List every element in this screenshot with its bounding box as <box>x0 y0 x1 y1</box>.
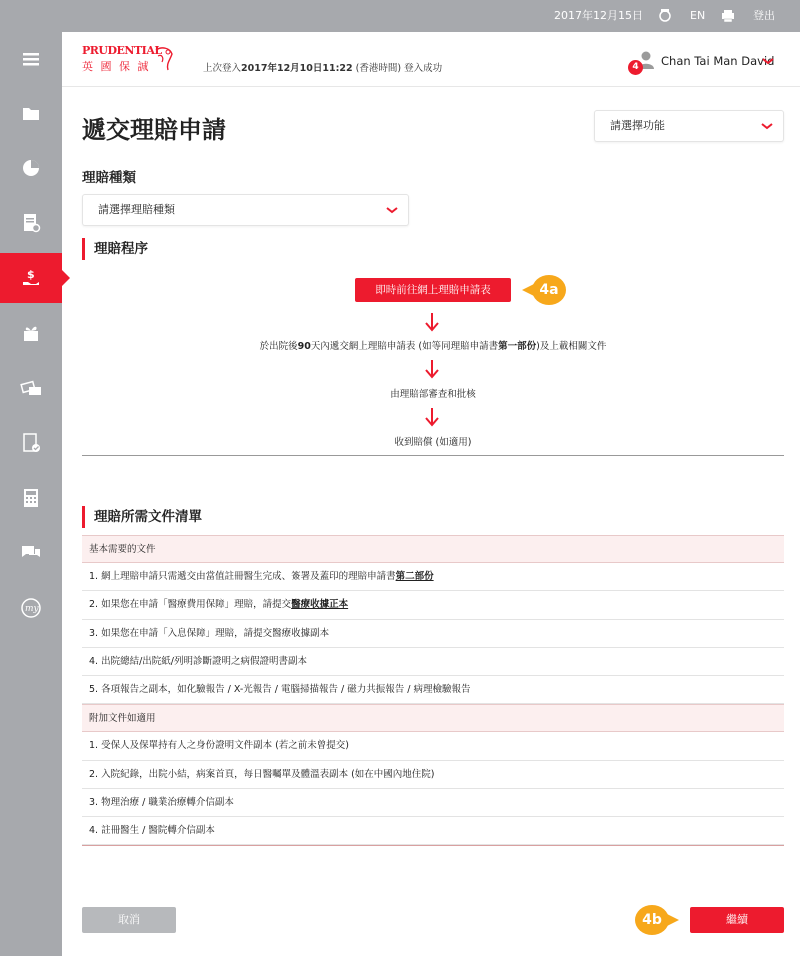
callout-badge-4b: 4b <box>635 905 669 935</box>
language-switch[interactable]: EN <box>690 9 706 22</box>
page-title: 遞交理賠申請 <box>82 116 226 144</box>
process-step-1: 於出院後90天內遞交網上理賠申請表 (如等同理賠申請書第一部份)及上載相關文件 <box>259 341 607 352</box>
documents-table <box>82 535 784 845</box>
claim-hand-dollar-icon[interactable] <box>0 253 62 303</box>
folder-icon[interactable] <box>0 88 62 138</box>
claim-type-select[interactable] <box>82 194 409 226</box>
arrow-down-icon <box>424 312 440 332</box>
additional-documents-header: 附加文件如適用 <box>82 704 784 732</box>
cancel-button[interactable]: 取消 <box>82 907 176 933</box>
my-icon[interactable] <box>0 583 62 633</box>
chat-icon[interactable] <box>0 528 62 578</box>
pie-chart-icon[interactable] <box>0 143 62 193</box>
logo-wordmark: PRUDENTIAL <box>82 44 162 57</box>
process-step-3: 收到賠償 (如適用) <box>394 437 472 448</box>
menu-icon[interactable] <box>0 34 62 84</box>
table-row: 3. 如果您在申請「入息保障」理賠，請提交醫療收據副本 <box>82 620 784 648</box>
arrow-down-icon <box>424 359 440 379</box>
documents-heading: 理賠所需文件清單 <box>82 506 202 528</box>
chevron-down-icon <box>386 205 398 215</box>
table-row: 5. 各項報告之副本，如化驗報告 / X-光報告 / 電腦掃描報告 / 磁力共振報告 / 病理檢驗報告 <box>82 676 784 704</box>
function-select-value: 請選擇功能 <box>610 119 665 132</box>
function-select[interactable] <box>594 110 784 142</box>
user-name[interactable]: Chan Tai Man David <box>661 54 775 68</box>
claim-process-heading: 理賠程序 <box>82 238 148 260</box>
notification-badge[interactable]: 4 <box>628 60 643 75</box>
process-step-2: 由理賠部審查和批核 <box>390 389 476 400</box>
money-card-icon[interactable] <box>0 363 62 413</box>
last-login-info: 上次登入2017年12月10日11:22 (香港時間) 登入成功 <box>203 63 443 74</box>
callout-badge-4a: 4a <box>532 275 566 305</box>
table-row: 4. 出院總結/出院紙/列明診斷證明之病假證明書副本 <box>82 648 784 676</box>
table-row: 2. 如果您在申請「醫療費用保障」理賠，請提交醫療收據正本 <box>82 591 784 619</box>
prudential-logo <box>82 44 182 74</box>
svg-text:my: my <box>25 604 39 614</box>
table-row: 4. 註冊醫生 / 醫院轉介信副本 <box>82 817 784 845</box>
last-login-datetime: 2017年12月10日11:22 <box>241 63 353 74</box>
calculator-icon[interactable] <box>0 473 62 523</box>
current-date: 2017年12月15日 <box>554 9 643 22</box>
section-divider <box>82 455 784 456</box>
table-bottom-border <box>82 845 784 846</box>
claim-type-label: 理賠種類 <box>82 170 136 186</box>
table-row: 1. 受保人及保單持有人之身份證明文件副本 (若之前未曾提交) <box>82 732 784 760</box>
continue-button[interactable]: 繼續 <box>690 907 784 933</box>
document-check-icon[interactable] <box>0 418 62 468</box>
header-divider <box>62 86 800 87</box>
table-row: 3. 物理治療 / 職業治療轉介信副本 <box>82 789 784 817</box>
basic-documents-header: 基本需要的文件 <box>82 535 784 563</box>
logout-link[interactable]: 登出 <box>753 9 775 22</box>
plant-document-icon[interactable] <box>0 308 62 358</box>
arrow-down-icon <box>424 407 440 427</box>
sidebar <box>0 32 62 956</box>
prudence-figure-icon <box>148 46 178 72</box>
claim-type-select-value: 請選擇理賠種類 <box>98 203 175 216</box>
table-row: 2. 入院紀錄，出院小結，病案首頁，每日醫囑單及體溫表副本 (如在中國內地住院) <box>82 761 784 789</box>
online-claim-form-button[interactable]: 即時前往網上理賠申請表 <box>355 278 511 302</box>
logo-chinese: 英 國 保 誠 <box>82 60 151 73</box>
table-row: 1. 網上理賠申請只需遞交由當值註冊醫生完成、簽署及蓋印的理賠申請書第二部份 <box>82 563 784 591</box>
top-bar <box>0 0 800 32</box>
accessibility-icon[interactable] <box>657 0 673 32</box>
document-search-icon[interactable] <box>0 198 62 248</box>
chevron-down-icon <box>761 121 773 131</box>
chevron-down-icon[interactable] <box>762 56 774 66</box>
svg-text:$: $ <box>27 268 35 281</box>
print-icon[interactable] <box>720 0 736 32</box>
